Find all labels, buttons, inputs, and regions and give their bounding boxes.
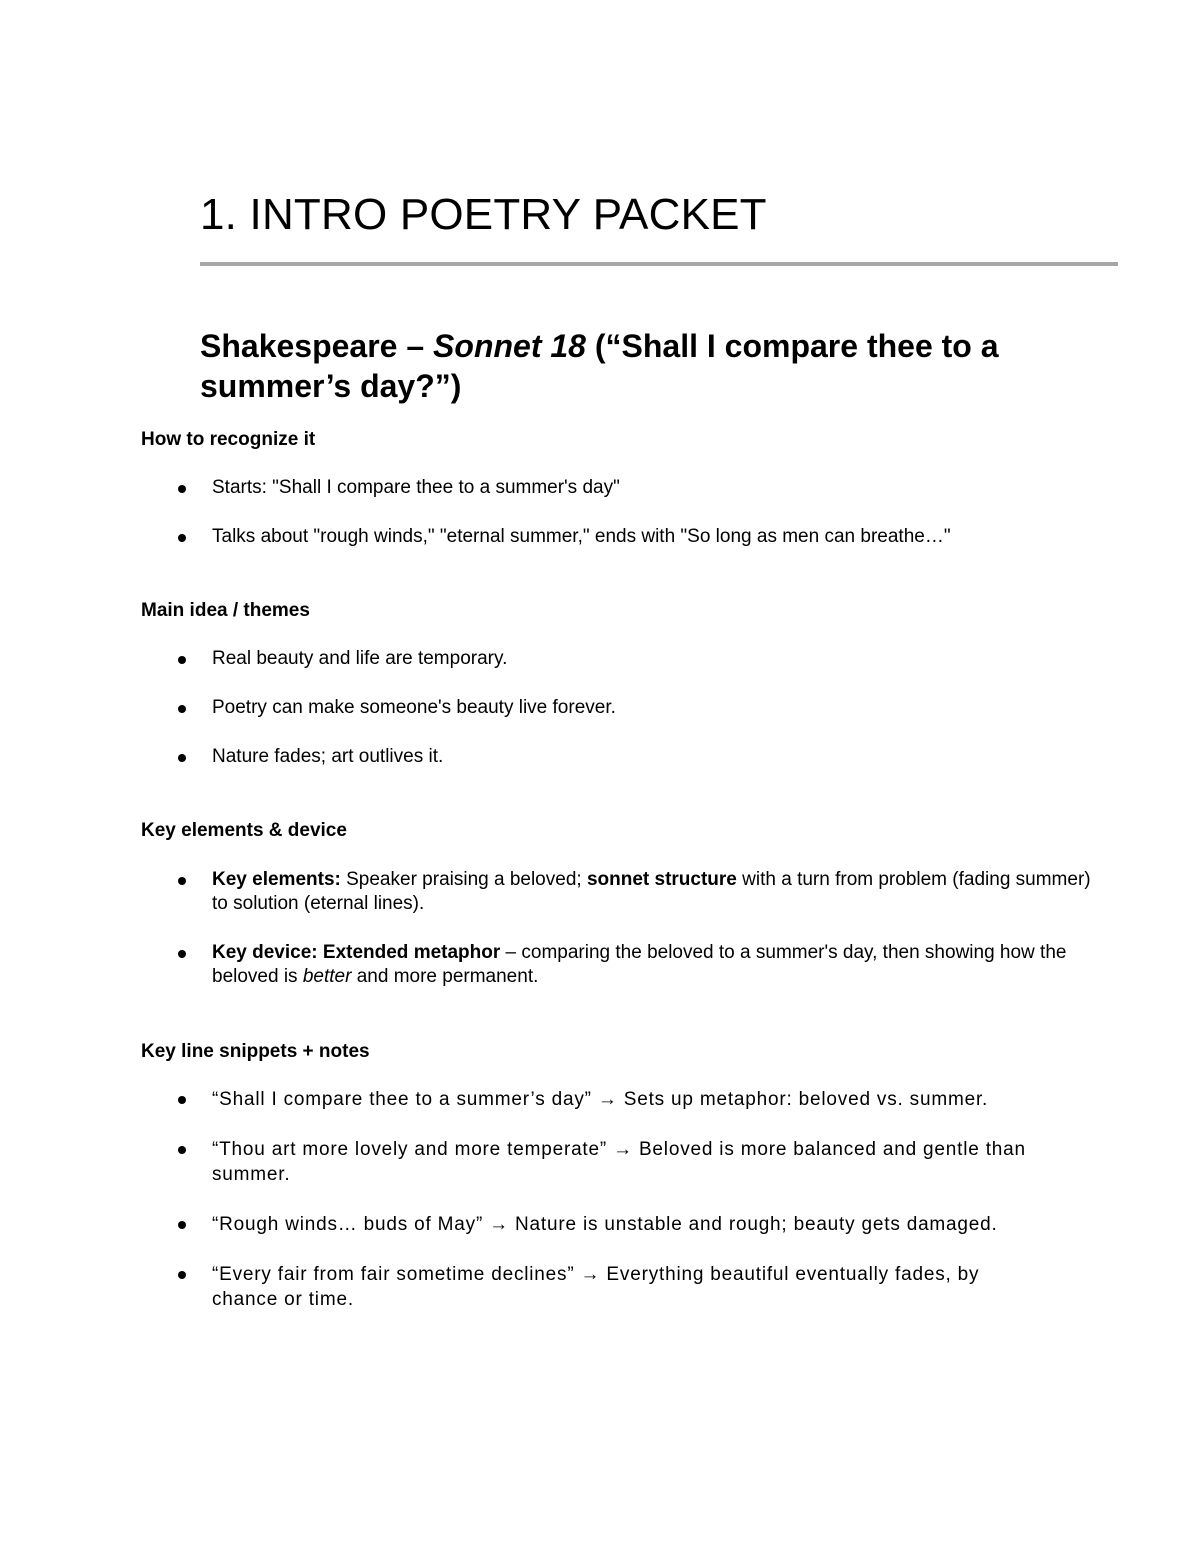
bullet-icon [178,1146,186,1154]
title-divider [200,262,1118,266]
list-item-text: Starts: "Shall I compare thee to a summer's day" [212,477,620,498]
list-item [141,1087,1041,1112]
snippets-list [141,1087,1041,1337]
list-item-text: with a turn from problem (fading summer) to solution (eternal lines). [212,869,1091,914]
section-heading-recognize: How to recognize it [141,429,316,450]
key-device-label: Key device: Extended metaphor [212,942,501,963]
bullet-icon [178,1096,186,1104]
list-item [141,868,1091,916]
sonnet-structure-term: sonnet structure [586,869,737,890]
list-item-text: Poetry can make someone's beauty live forever. [212,697,616,718]
bullet-icon [178,1271,186,1279]
list-item-text: Nature fades; art outlives it. [212,746,444,767]
poem-subtitle: (“Shall I compare thee to a summer’s day?”) [200,328,999,404]
list-item [141,1137,1041,1187]
poem-title: Sonnet 18 [433,328,586,364]
list-item [141,525,1091,549]
list-item-text: – comparing the beloved to a summer's day, then showing how the beloved is [212,942,1067,987]
list-item-text: and more permanent. [351,966,539,987]
list-item [141,745,1091,769]
list-item [141,476,1091,500]
list-item [141,647,1091,671]
section-heading-snippets: Key line snippets + notes [141,1041,370,1062]
page-title: 1. INTRO POETRY PACKET [200,190,767,239]
recognize-list [141,476,1091,574]
bullet-icon [178,950,186,958]
list-item-text: “Shall I compare thee to a summer’s day” → Sets up metaphor: beloved vs. summer. [212,1089,989,1110]
bullet-icon [178,877,186,885]
bullet-icon [178,656,186,664]
list-item [141,1262,1041,1312]
list-item-text: “Rough winds… buds of May” → Nature is unstable and rough; beauty gets damaged. [212,1214,998,1235]
section-heading-elements: Key elements & device [141,820,347,841]
key-elements-label: Key elements: [212,869,341,890]
list-item-text: Talks about "rough winds," "eternal summer," ends with "So long as men can breathe…" [212,526,951,547]
bullet-icon [178,485,186,493]
list-item-text: “Every fair from fair sometime declines” → Everything beautiful eventually fades, by chance or time. [212,1264,980,1310]
bullet-icon [178,705,186,713]
emphasis-better: better [302,966,352,987]
bullet-icon [178,1221,186,1229]
list-item [141,1212,1041,1237]
bullet-icon [178,754,186,762]
themes-list [141,647,1091,794]
list-item [141,941,1091,989]
bullet-icon [178,534,186,542]
list-item-text: Real beauty and life are temporary. [212,648,508,669]
list-item-text: “Thou art more lovely and more temperate” → Beloved is more balanced and gentle than summer. [212,1139,1026,1185]
section-heading-themes: Main idea / themes [141,600,310,621]
poem-author: Shakespeare – [200,328,434,364]
list-item [141,696,1091,720]
poem-heading [200,326,1000,406]
list-item-text: Speaker praising a beloved; [340,869,587,890]
elements-list [141,868,1091,1014]
